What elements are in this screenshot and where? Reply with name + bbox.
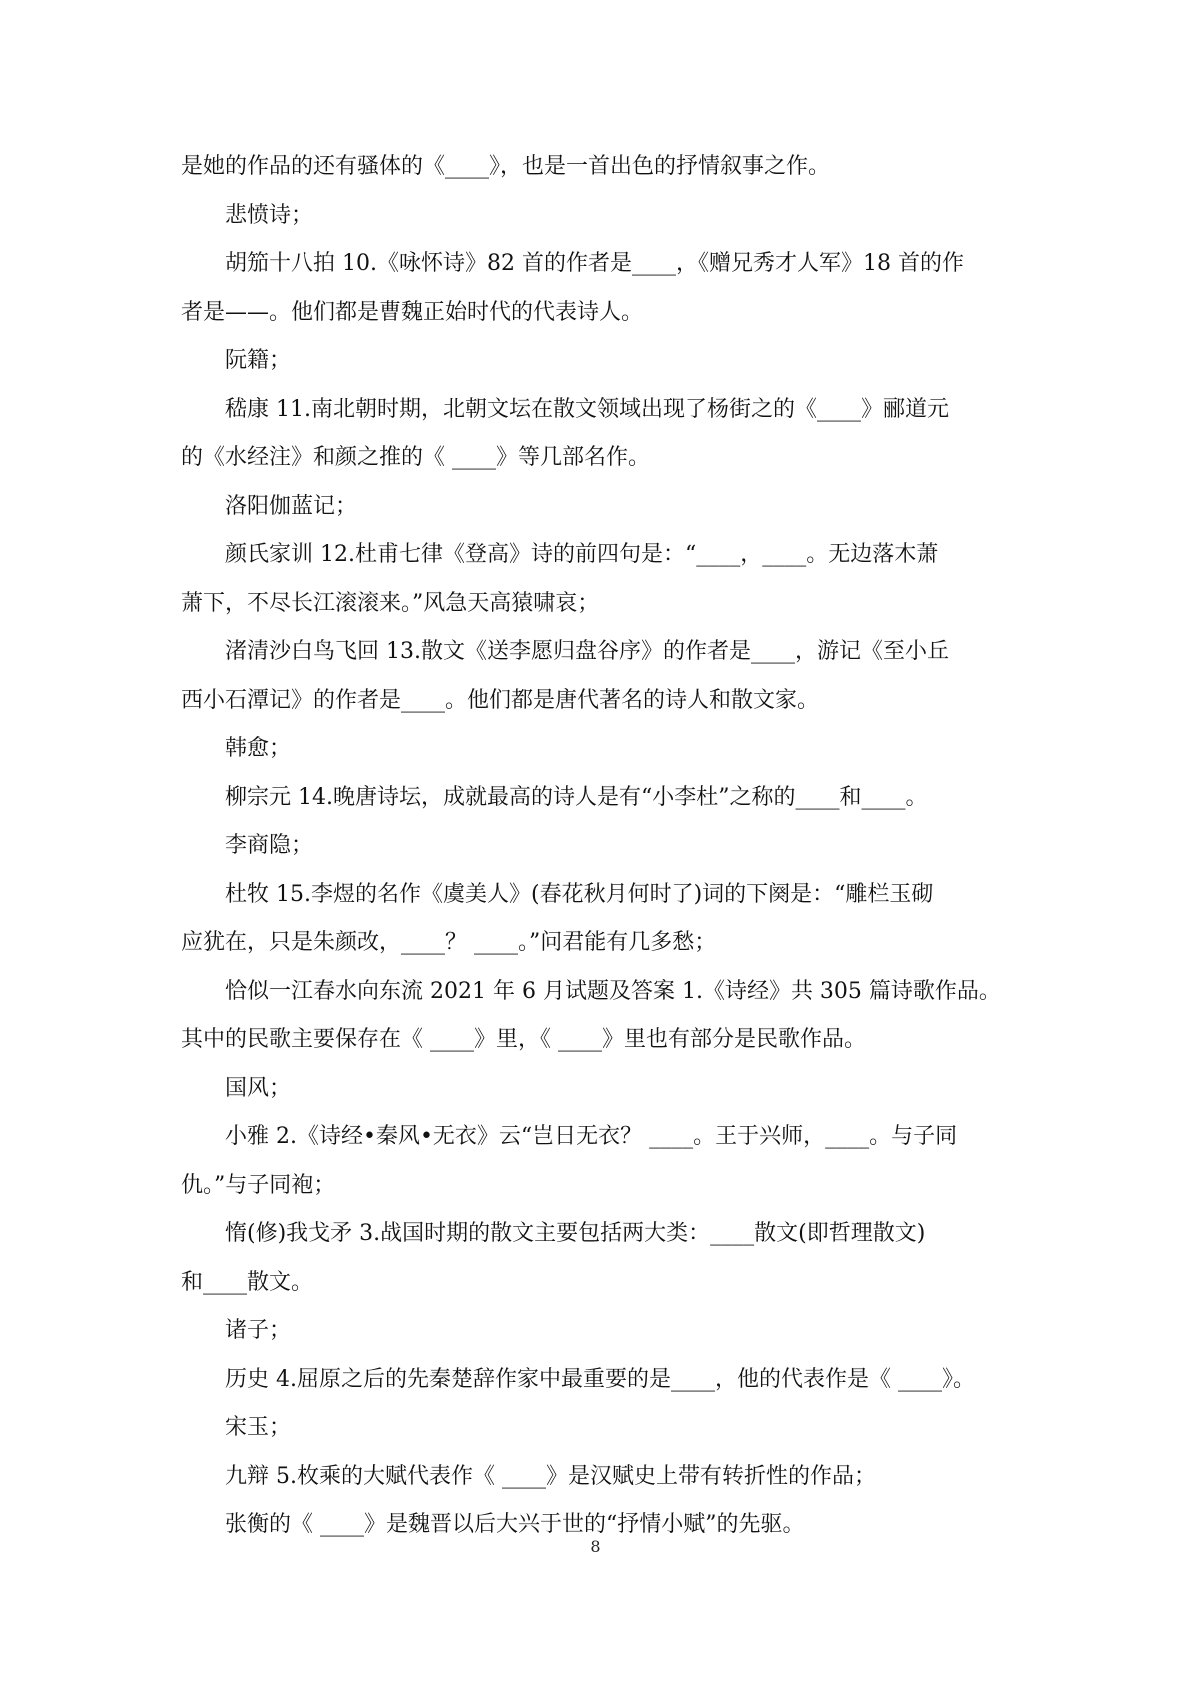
text-line: 阮籍； (225, 348, 292, 373)
text-line: 和____散文。 (181, 1269, 314, 1295)
text-line: 萧下，不尽长江滚滚来。”风急天高猿啸哀； (181, 590, 600, 616)
text-line: 宋玉； (225, 1415, 292, 1440)
text-line: 恰似一江春水向东流 2021 年 6 月试题及答案 1.《诗经》共 305 篇诗歌作品。 (225, 978, 1001, 1004)
text-line: 小雅 2.《诗经•秦风•无衣》云“岂日无衣？ ____。王于兴师，____。与子同 (225, 1124, 958, 1149)
text-line: 嵇康 11.南北朝时期，北朝文坛在散文领域出现了杨街之的《____》郦道元 (225, 396, 949, 422)
text-line: 张衡的《 ____》是魏晋以后大兴于世的“抒情小赋”的先驱。 (225, 1512, 805, 1537)
text-line: 仇。”与子同袍； (181, 1172, 336, 1198)
text-line: 的《水经注》和颜之推的《 ____》等几部名作。 (181, 445, 650, 470)
text-line: 韩愈； (225, 736, 292, 761)
text-line: 其中的民歌主要保存在《 ____》里，《 ____》里也有部分是民歌作品。 (181, 1027, 866, 1052)
text-line: 历史 4.屈原之后的先秦楚辞作家中最重要的是____，他的代表作是《 ____》。 (225, 1366, 975, 1392)
text-line: 是她的作品的还有骚体的《____》，也是一首出色的抒情叙事之作。 (181, 154, 831, 179)
text-line: 杜牧 15.李煜的名作《虞美人》(春花秋月何时了)词的下阕是：“雕栏玉砌 (225, 881, 934, 907)
text-line: 李商隐； (225, 833, 314, 858)
text-line: 诸子； (225, 1318, 292, 1343)
text-line: 胡笳十八拍 10.《咏怀诗》82 首的作者是____，《赠兄秀才人军》18 首的作 (225, 251, 964, 276)
text-line: 颜氏家训 12.杜甫七律《登高》诗的前四句是：“____，____。无边落木萧 (225, 542, 939, 567)
document-body (181, 143, 1016, 1550)
text-line: 渚清沙白鸟飞回 13.散文《送李愿归盘谷序》的作者是____，游记《至小丘 (225, 639, 949, 664)
text-line: 应犹在，只是朱颜改，____？ ____。”问君能有几多愁； (181, 930, 717, 955)
text-line: 国风； (225, 1075, 292, 1101)
text-line: 九辩 5.枚乘的大赋代表作《 ____》是汉赋史上带有转折性的作品； (225, 1463, 876, 1489)
text-line: 柳宗元 14.晚唐诗坛，成就最高的诗人是有“小李杜”之称的____和____。 (225, 784, 928, 810)
text-line: 西小石潭记》的作者是____。他们都是唐代著名的诗人和散文家。 (181, 687, 820, 713)
page-number: 8 (590, 1537, 601, 1556)
text-line: 洛阳伽蓝记； (225, 493, 358, 519)
text-line: 惰(修)我戈矛 3.战国时期的散文主要包括两大类：____散文(即哲理散文) (225, 1221, 926, 1246)
text-line: 悲愤诗； (225, 202, 314, 228)
text-line: 者是——。他们都是曹魏正始时代的代表诗人。 (181, 299, 644, 325)
